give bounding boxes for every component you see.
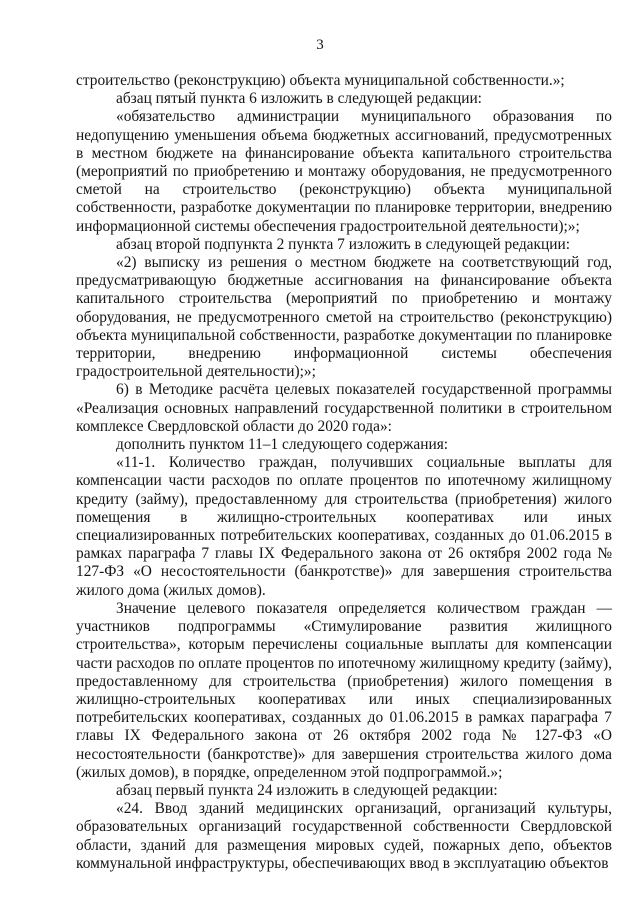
paragraph: дополнить пунктом 11–1 следующего содержания:	[116, 436, 449, 454]
paragraph: строительство (реконструкцию) объекта муниципальной собственности.»;	[76, 72, 565, 89]
paragraph: абзац пятый пункта 6 изложить в следующей редакции:	[116, 90, 482, 108]
paragraph: «2) выписку из решения о местном бюджете на соответствующий год, предусматривающую бюджетные ассигнования на финансирование объекта капитального строительства (мероприятий по приобретению и монтажу оборудования, не предусмотренного сметой на строительство (реконструкцию) объекта муниципальной собственности, разработке документации по планировке территории, внедрению информационной системы обеспечения градостроительной деятельности);»;	[76, 254, 612, 381]
page-number: 3	[316, 37, 324, 53]
paragraph: «обязательство администрации муниципального образования по недопущению уменьшения объема бюджетных ассигнований, предусмотренных в местном бюджете на финансирование объекта капитального строительства (мероприятий по приобретению и монтажу оборудования, не предусмотренного сметой на строительство (реконструкцию) объекта муниципальной собственности, разработке документации по планировке территории, внедрению информационной системы обеспечения градостроительной деятельности);»;	[76, 108, 612, 235]
paragraph: Значение целевого показателя определяется количеством граждан — участников подпрограммы «Стимулирование развития жилищного строительства», которым перечислены социальные выплаты для компенсации части расходов по оплате процентов по ипотечному жилищному кредиту (займу), предоставленному для строительства (приобретения) жилого помещения в жилищно-строительных кооперативах или иных специализированных потребительских кооперативах, созданных до 01.06.2015 в рамках параграфа 7 главы IX Федерального закона от 26 октября 2002 года № 127-ФЗ «О несостоятельности (банкротстве)» для завершения строительства жилого дома (жилых домов), в порядке, определенном этой подпрограммой.»;	[76, 599, 612, 781]
paragraph: абзац первый пункта 24 изложить в следующей редакции:	[116, 781, 498, 799]
paragraph: «11-1. Количество граждан, получивших социальные выплаты для компенсации части расходов по оплате процентов по ипотечному жилищному кредиту (займу), предоставленному для строительства (приобретения) жилого помещения в жилищно-строительных кооперативах или иных специализированных потребительских кооперативах, созданных до 01.06.2015 в рамках параграфа 7 главы IX Федерального закона от 26 октября 2002 года № 127-ФЗ «О несостоятельности (банкротстве)» для завершения строительства жилого дома (жилых домов).	[76, 454, 612, 599]
paragraph: абзац второй подпункта 2 пункта 7 изложить в следующей редакции:	[116, 235, 570, 253]
paragraph: 6) в Методике расчёта целевых показателей государственной программы «Реализация основных направлений государственной политики в строительном комплексе Свердловской области до 2020 года»:	[76, 381, 612, 435]
document-body	[76, 72, 612, 873]
paragraph: «24. Ввод зданий медицинских организаций, организаций культуры, образовательных организаций государственной собственности Свердловской области, зданий для размещения мировых судей, пожарных депо, объектов коммунальной инфраструктуры, обеспечивающих ввод в эксплуатацию объектов	[76, 800, 612, 872]
